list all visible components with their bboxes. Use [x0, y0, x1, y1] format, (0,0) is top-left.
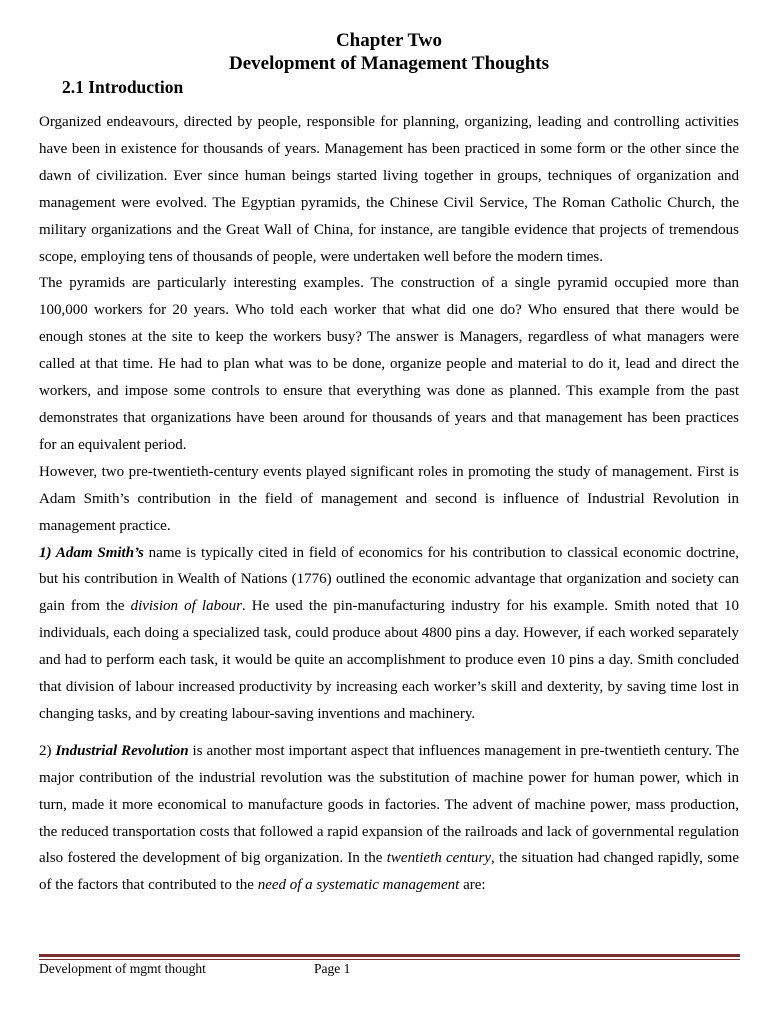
adam-smith-lead: 1) Adam Smith’s: [39, 544, 144, 561]
paragraph-pre-twentieth-century: However, two pre-twentieth-century events played significant roles in promoting the study of management. First is Adam Smith’s contribution in the field of management and second is influence of Industrial Revolution in management practice.: [39, 463, 739, 534]
division-of-labour-term: division of labour: [130, 598, 242, 615]
section-heading: [62, 76, 183, 98]
section-number: 2.1: [62, 77, 84, 97]
adam-smith-text-a: name is typically cited in field of economics for his contribution to classical economic doctrine, but his contribution in Wealth of Nations (1776) outlined the economic advantage that organization and society can gain from the: [39, 544, 739, 615]
body-text: [39, 109, 739, 899]
footer-rule-thin: [39, 959, 740, 960]
adam-smith-text-b: . He used the pin-manufacturing industry for his example. Smith noted that 10 individuals, each doing a specialized task, could produce about 4800 pins a day. However, if each worked separately and had to perform each task, it would be quite an accomplishment to produce even 10 pins a day. Smith concluded that division of labour increased productivity by increasing each worker’s skill and dexterity, by saving time lost in changing tasks, and by creating labour-saving inventions and machinery.: [39, 598, 739, 722]
chapter-label: Chapter Two: [335, 30, 443, 51]
footer-page-number: Page 1: [314, 961, 351, 976]
section-title: Introduction: [88, 77, 184, 97]
systematic-management-term: need of a systematic management: [257, 877, 460, 894]
industrial-revolution-number: 2): [39, 742, 56, 759]
industrial-revolution-text-b: , the situation had changed rapidly, some of the factors that contributed to the: [39, 850, 739, 894]
twentieth-century-term: twentieth century: [386, 850, 491, 867]
paragraph-industrial-revolution: [39, 738, 739, 899]
footer-title: Development of mgmt thought: [39, 961, 206, 976]
paragraph-adam-smith: [39, 540, 739, 728]
paragraph-organized-endeavours: Organized endeavours, directed by people, responsible for planning, organizing, leading and controlling activities have been in existence for thousands of years. Management has been practiced in some form or the other since the dawn of civilization. Ever since human beings started living together in groups, techniques of organization and management were evolved. The Egyptian pyramids, the Chinese Civil Service, The Roman Catholic Church, the military organizations and the Great Wall of China, for instance, are tangible evidence that projects of tremendous scope, employing tens of thousands of people, were undertaken well before the modern times.: [39, 114, 739, 265]
paragraph-pyramids: The pyramids are particularly interesting examples. The construction of a single pyramid occupied more than 100,000 workers for 20 years. Who told each worker that what did one do? Who ensured that there would be enough stones at the site to keep the workers busy? The answer is Managers, regardless of what managers were called at that time. He had to plan what was to be done, organize people and material to do it, lead and direct the workers, and impose some controls to ensure that everything was done as planned. This example from the past demonstrates that organizations have been around for thousands of years and that management has been practices for an equivalent period.: [39, 275, 739, 453]
industrial-revolution-text-c: are:: [459, 877, 486, 894]
footer-rule-thick: [39, 954, 740, 957]
industrial-revolution-text-a: is another most important aspect that influences management in pre-twentieth century. The major contribution of the industrial revolution was the substitution of machine power for human power, which in turn, made it more economical to manufacture goods in factories. The advent of machine power, mass production, the reduced transportation costs that followed a rapid expansion of the railroads and lack of governmental regulation also fostered the development of big organization. In the: [39, 742, 739, 867]
chapter-title: Development of Management Thoughts: [228, 53, 549, 74]
industrial-revolution-lead: Industrial Revolution: [55, 742, 189, 759]
chapter-header: [0, 29, 768, 75]
